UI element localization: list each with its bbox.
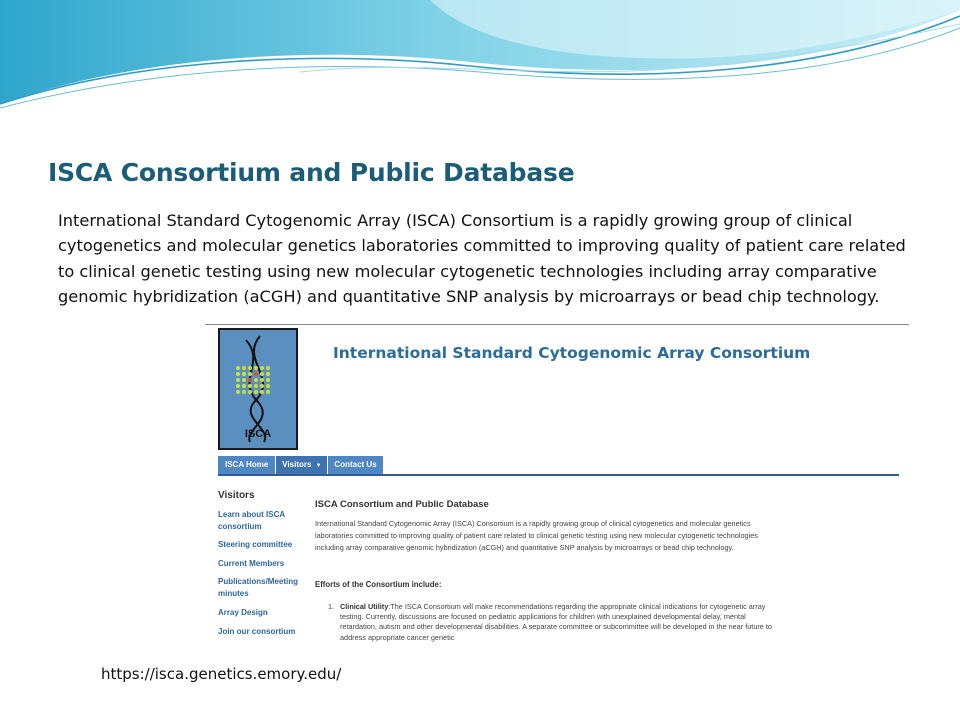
logo-text: ISCA — [244, 428, 272, 440]
efforts-heading: Efforts of the Consortium include: — [315, 580, 442, 589]
slide-title: ISCA Consortium and Public Database — [48, 158, 575, 187]
nav-visitors-dropdown[interactable] — [276, 456, 327, 474]
list-item-number: 1. — [328, 602, 335, 611]
source-url[interactable]: https://isca.genetics.emory.edu/ — [101, 665, 342, 683]
nav-isca-home-label: ISCA Home — [225, 460, 269, 469]
wave-decoration — [0, 0, 960, 130]
website-screenshot — [212, 326, 908, 648]
nav-contact-label: Contact Us — [334, 460, 377, 469]
caret-down-icon: ▼ — [315, 463, 322, 469]
nav-visitors-label: Visitors — [282, 460, 312, 469]
list-item — [340, 602, 774, 643]
list-item-text: :The ISCA Consortium will make recommendations regarding the appropriate clinical indications for cytogenetic array testing. Currently, discussions are focused on pediatric applications for children with unexplained developmental delay, mental retardation, autism and other developmental disabilities. A separate committee or subcommittee will be developed in the near future to address appropriate cancer genetic — [340, 602, 772, 642]
sidebar-heading: Visitors — [218, 490, 255, 501]
sidebar-item-publications[interactable]: Publications/Meeting minutes — [218, 577, 299, 598]
sidebar-item-learn-about[interactable]: Learn about ISCA consortium — [218, 510, 285, 531]
main-paragraph: International Standard Cytogenomic Array (ISCA) Consortium is a rapidly growing group of clinical cytogenetics and molecular genetics laboratories committed to improving quality of patient care related to clinical genetic testing using new molecular cytogenetic technologies including array comparative genomic hybridization (aCGH) and quantitative SNP analysis by microarrays or bead chip technology. — [315, 519, 758, 553]
nav-contact-us[interactable] — [328, 456, 382, 474]
nav-isca-home[interactable] — [218, 456, 275, 474]
slide-body-text: International Standard Cytogenomic Array (ISCA) Consortium is a rapidly growing group of clinical cytogenetics and molecular genetics laboratories committed to improving quality of patient care related to clinical genetic testing using new molecular cytogenetic technologies including array comparative genomic hybridization (aCGH) and quantitative SNP analysis by microarrays or bead chip technology. — [58, 211, 906, 307]
nav-divider — [218, 474, 899, 476]
sidebar-item-current-members[interactable]: Current Members — [218, 559, 285, 568]
list-item-title: Clinical Utility — [340, 602, 389, 611]
divider-line — [205, 324, 909, 325]
main-heading: ISCA Consortium and Public Database — [315, 499, 489, 510]
sidebar-item-array-design[interactable]: Array Design — [218, 608, 268, 617]
isca-logo — [218, 328, 298, 450]
site-title: International Standard Cytogenomic Array Consortium — [333, 344, 811, 362]
sidebar-item-steering-committee[interactable]: Steering committee — [218, 540, 293, 549]
nav-bar — [218, 456, 384, 474]
sidebar-item-join[interactable]: Join our consortium — [218, 627, 296, 636]
